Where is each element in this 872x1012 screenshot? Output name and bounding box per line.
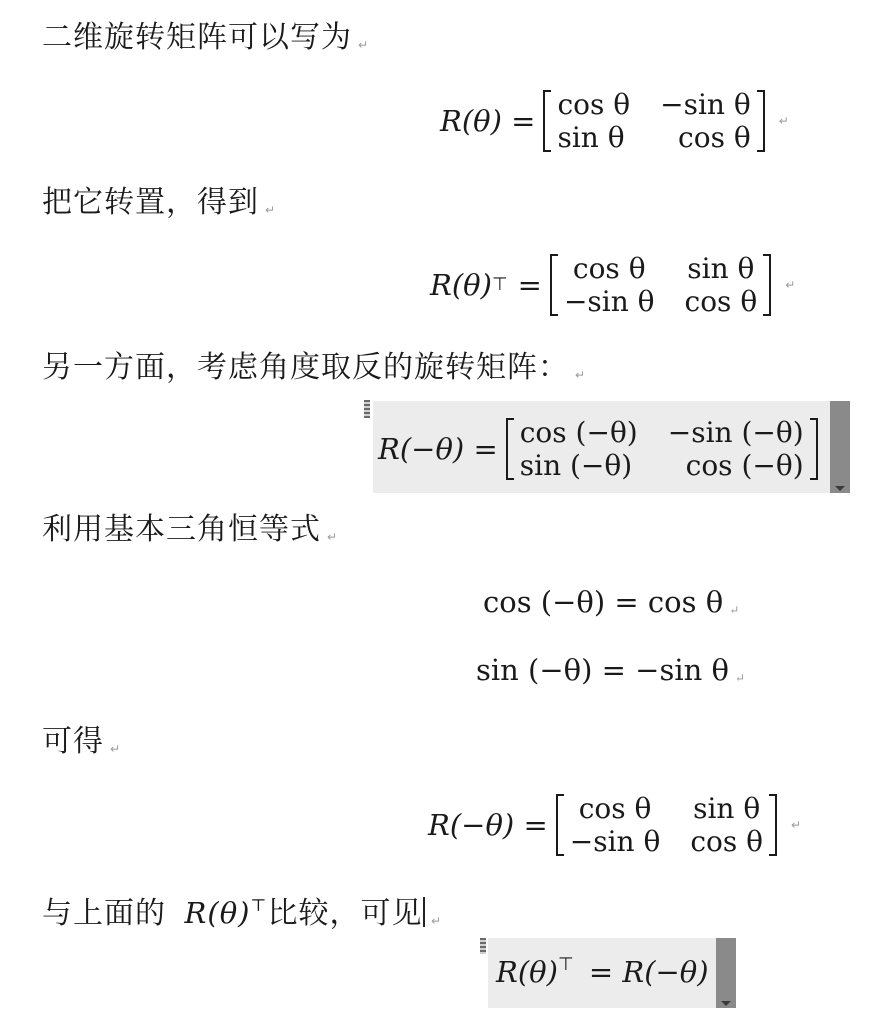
paragraph-mark: ↵ [575, 368, 586, 382]
eq2-eq: = [517, 267, 542, 302]
equation-negative-angle[interactable] [378, 416, 818, 482]
eq1-m11: cos θ [557, 88, 631, 121]
line-3-text: 另一方面，考虑角度取反的旋转矩阵： [42, 350, 569, 385]
equation-cos-identity[interactable] [483, 585, 740, 619]
eq2-lhs: R(θ) [430, 267, 492, 302]
equation-options-button[interactable] [830, 401, 850, 493]
eq3-m11: cos (−θ) [519, 416, 638, 449]
eq6-m21: −sin θ [569, 825, 661, 858]
eq1-lhs: R(θ) = [440, 103, 536, 138]
paragraph-mark: ↵ [778, 114, 789, 128]
text-cursor [423, 897, 425, 927]
line-4-text: 利用基本三角恒等式 [42, 512, 321, 547]
eq2-m12: sin θ [687, 252, 755, 285]
chevron-down-icon [835, 486, 845, 491]
eq7-rhs: = R(−θ) [588, 955, 709, 989]
inline-transpose[interactable]: R(θ)⊤ [184, 896, 268, 930]
eq1-m12: −sin θ [660, 88, 751, 121]
eq6-m11: cos θ [578, 792, 652, 825]
eq3-m21: sin (−θ) [519, 449, 633, 482]
eq6-m22: cos θ [690, 825, 763, 858]
eq2-m11: cos θ [572, 252, 646, 285]
text-line-2 [42, 185, 275, 228]
equation-sin-identity[interactable] [476, 653, 746, 687]
eq7-sup: ⊤ [557, 954, 574, 975]
equation-transpose[interactable] [430, 252, 795, 318]
equation-drag-handle-2[interactable] [480, 938, 486, 954]
line-5-text: 可得 [42, 724, 104, 759]
eq3-lhs: R(−θ) = [378, 431, 498, 466]
line-6-pre: 与上面的 [42, 896, 166, 931]
equation-drag-handle[interactable] [364, 400, 370, 418]
eq1-m21: sin θ [557, 121, 625, 154]
paragraph-mark: ↵ [729, 603, 740, 617]
paragraph-mark: ↵ [791, 818, 802, 832]
eq2-m22: cos θ [684, 285, 758, 318]
paragraph-mark: ↵ [785, 278, 796, 292]
eq6-m12: sin θ [693, 792, 761, 825]
text-line-1 [42, 20, 368, 63]
text-line-4 [42, 512, 337, 555]
paragraph-mark: ↵ [327, 530, 338, 544]
eq5-text: sin (−θ) = −sin θ [476, 653, 729, 687]
equation-result[interactable] [428, 792, 801, 858]
eq2-m21: −sin θ [563, 285, 655, 318]
eq3-m22: cos (−θ) [685, 449, 804, 482]
line-1-text: 二维旋转矩阵可以写为 [42, 20, 352, 55]
line-2-text: 把它转置，得到 [42, 185, 259, 220]
paragraph-mark: ↵ [358, 38, 369, 52]
equation-conclusion[interactable] [496, 956, 709, 987]
equation-rotation-matrix[interactable] [440, 88, 789, 154]
paragraph-mark: ↵ [430, 914, 442, 928]
text-line-5 [42, 724, 120, 767]
eq3-m12: −sin (−θ) [667, 416, 804, 449]
equation-options-button-2[interactable] [716, 938, 736, 1008]
line-6-post: 比较，可见 [267, 896, 423, 931]
eq6-lhs: R(−θ) = [428, 807, 548, 842]
paragraph-mark: ↵ [265, 203, 276, 217]
eq1-m22: cos θ [678, 121, 751, 154]
chevron-down-icon [721, 1001, 731, 1006]
eq7-lhs: R(θ) [496, 955, 558, 989]
paragraph-mark: ↵ [110, 742, 121, 756]
eq2-sup: ⊤ [491, 274, 508, 295]
text-line-3 [42, 350, 585, 393]
paragraph-mark: ↵ [735, 671, 746, 685]
eq4-text: cos (−θ) = cos θ [483, 585, 724, 619]
text-line-6[interactable] [42, 888, 441, 939]
